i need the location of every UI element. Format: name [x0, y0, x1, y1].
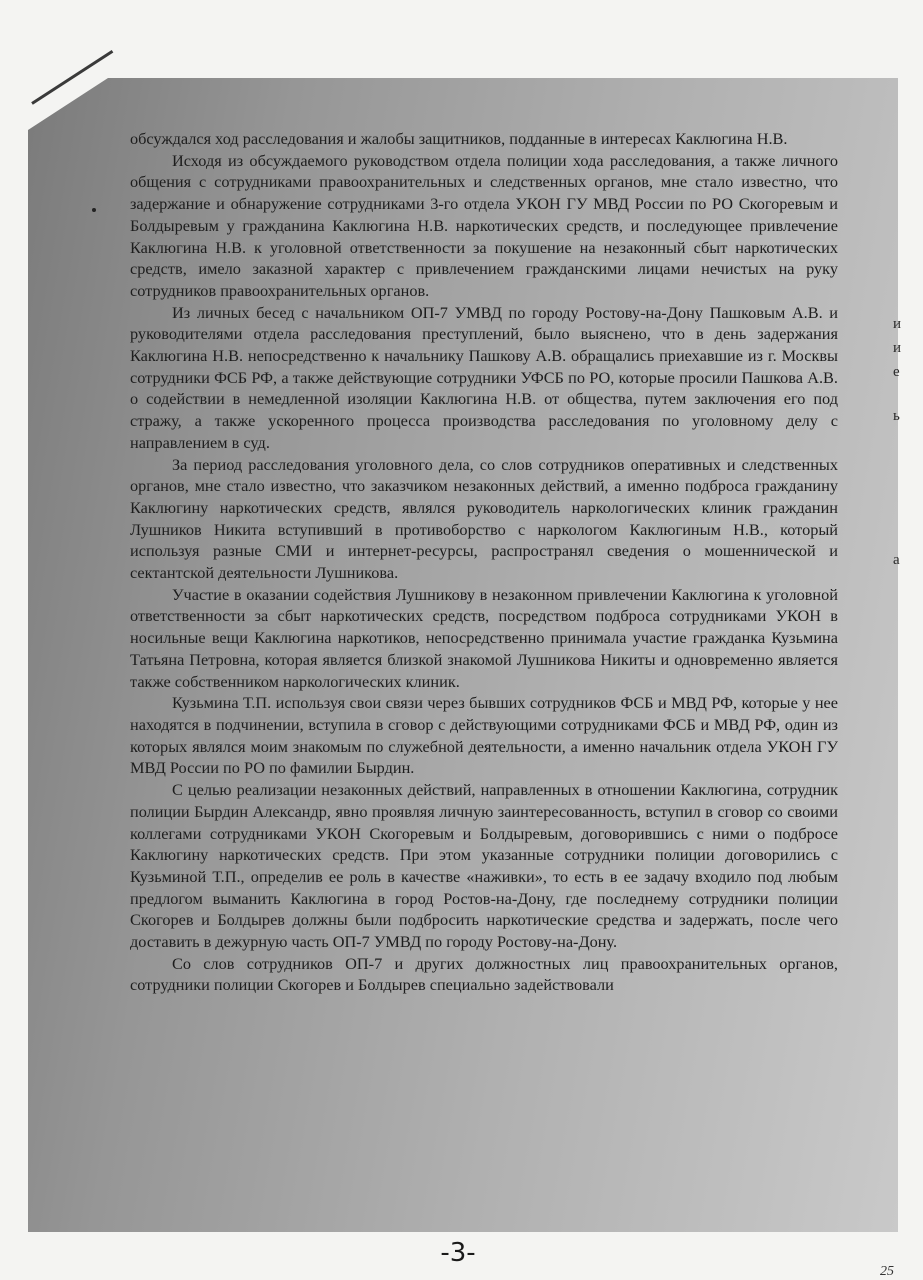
page-number: -3-: [440, 1238, 476, 1268]
folded-corner: [28, 78, 108, 130]
paragraph: Кузьмина Т.П. используя свои связи через бывших сотрудников ФСБ и МВД РФ, которые у нее находятся в подчинении, вступила в сговор с действующими сотрудниками ФСБ и МВД РФ, один из которых являлся моим знакомым по служебной деятельности, а именно начальник отдела УКОН ГУ МВД России по РО по фамилии Бырдин.: [130, 693, 838, 778]
document-body: [130, 128, 838, 996]
paragraph: Со слов сотрудников ОП-7 и других должностных лиц правоохранительных органов, сотрудники полиции Скогорев и Болдырев специально задействовали: [130, 953, 838, 995]
margin-bleed-letters: [893, 312, 923, 572]
paragraph: Из личных бесед с начальником ОП-7 УМВД по городу Ростову-на-Дону Пашковым А.В. и руководителями отдела расследования преступлений, было выяснено, что в день задержания Каклюгина Н.В. непосредственно к начальнику Пашкову А.В. обращались приехавшие из г. Москвы сотрудники ФСБ РФ, а также действующие сотрудники УФСБ по РО, которые просили Пашкова А.В. о содействии в немедленной изоляции Каклюгина Н.В. от общества, путем заключения его под стражу, а также ускоренного процесса производства расследования по уголовному делу с направлением в суд.: [130, 302, 838, 452]
scanned-page: [28, 78, 902, 1232]
margin-letter: и: [893, 316, 902, 332]
paragraph: Участие в оказании содействия Лушникову в незаконном привлечении Каклюгина к уголовной ответственности за сбыт наркотических средств, посредством подброса сотрудниками УКОН в носильные вещи Каклюгина наркотиков, непосредственно принимала участие гражданка Кузьмина Татьяна Петровна, которая является близкой знакомой Лушникова Никиты и одновременно является также собственником наркологических клиник.: [130, 584, 838, 691]
margin-letter: и: [893, 340, 902, 356]
margin-letter: а: [893, 552, 900, 568]
margin-letter: ь: [893, 408, 900, 424]
scan-speck: [92, 208, 96, 212]
paragraph: За период расследования уголовного дела, со слов сотрудников оперативных и следственных органов, мне стало известно, что заказчиком незаконных действий, а именно подброса гражданину Каклюгину наркотических средств, являлся руководитель наркологических клиник гражданин Лушников Никита вступивший в противоборство с наркологом Каклюгиным Н.В., который используя разные СМИ и интернет-ресурсы, распространял сведения о мошеннической и сектантской деятельности Лушникова.: [130, 454, 838, 583]
margin-letter: е: [893, 364, 900, 380]
paragraph: С целью реализации незаконных действий, направленных в отношении Каклюгина, сотрудник полиции Бырдин Александр, явно проявляя личную заинтересованность, вступил в сговор со своими коллегами сотрудниками УКОН Скогоревым и Болдыревым, договорившись с ними о подбросе Каклюгину наркотических средств. При этом указанные сотрудники полиции договорились с Кузьминой Т.П., определив ее роль в качестве «наживки», то есть в ее задачу входило под любым предлогом выманить Каклюгина в город Ростов-на-Дону, где последнему сотрудники полиции Скогорев и Болдырев должны были подбросить наркотические средства и задержать, после чего доставить в дежурную часть ОП-7 УМВД по городу Ростову-на-Дону.: [130, 780, 838, 952]
paragraph: Исходя из обсуждаемого руководством отдела полиции хода расследования, а также личного общения с сотрудниками правоохранительных и следственных органов, мне стало известно, что задержание и обнаружение сотрудниками 3-го отдела УКОН ГУ МВД России по РО Скогоревым и Болдыревым у гражданина Каклюгина Н.В. наркотических средств, и последующее привлечение Каклюгина Н.В. к уголовной ответственности за покушение на незаконный сбыт наркотических средств, имело заказной характер с привлечением гражданскими лицами нечистых на руку сотрудников правоохранительных органов.: [130, 150, 838, 300]
handwritten-sheet-number: 25: [880, 1264, 894, 1279]
paragraph-continued: обсуждался ход расследования и жалобы защитников, подданные в интересах Каклюгина Н.В.: [130, 129, 788, 148]
